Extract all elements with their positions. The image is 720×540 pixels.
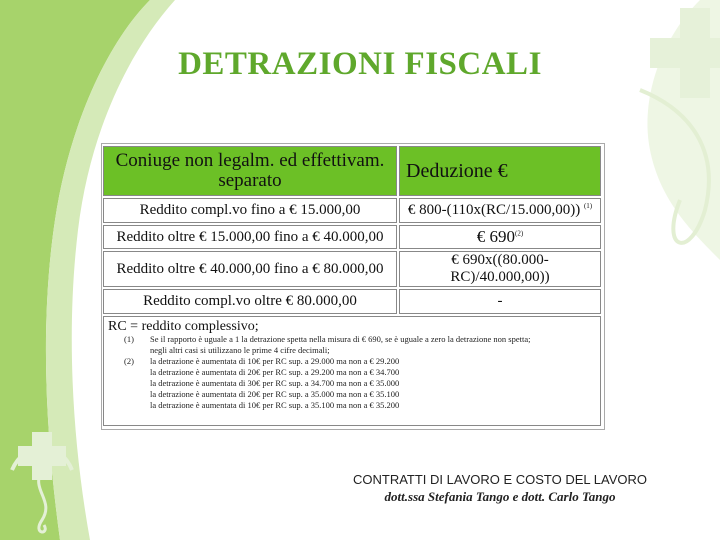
slide-title: DETRAZIONI FISCALI [178, 46, 542, 82]
table-row [103, 251, 601, 287]
notes-cell [103, 316, 601, 426]
header-left-cell: Coniuge non legalm. ed effettivam. separato [103, 146, 397, 196]
note-1-line-a [108, 334, 596, 345]
note-ref: (1) [583, 202, 593, 210]
footer-authors: dott.ssa Stefania Tango e dott. Carlo Tango [384, 489, 616, 504]
note-1-text-a: Se il rapporto è uguale a 1 la detrazione spetta nella misura di € 690, se è uguale a zero la detrazione non spetta; [150, 334, 531, 344]
note-2-text: la detrazione è aumentata di 10€ per RC sup. a 29.000 ma non a € 29.200 [150, 356, 400, 366]
note-1-text-b: negli altri casi si utilizzano le prime 4 cifre decimali; [150, 345, 330, 355]
note-1-number: (1) [124, 334, 134, 344]
header-right-cell: Deduzione € [399, 146, 601, 196]
footer [300, 472, 700, 505]
table-row [103, 225, 601, 249]
income-cell: Reddito oltre € 40.000,00 fino a € 80.000,00 [103, 251, 397, 287]
note-2-text: la detrazione è aumentata di 10€ per RC sup. a 35.100 ma non a € 35.200 [150, 400, 400, 410]
note-2-text: la detrazione è aumentata di 20€ per RC sup. a 29.200 ma non a € 34.700 [150, 367, 400, 377]
table-row [103, 289, 601, 314]
note-2-text: la detrazione è aumentata di 20€ per RC sup. a 35.000 ma non a € 35.100 [150, 389, 400, 399]
deduction-cell [399, 225, 601, 249]
deduction-value: € 800-(110x(RC/15.000,00)) [407, 202, 581, 218]
table-header-row [103, 146, 601, 196]
income-cell: Reddito compl.vo fino a € 15.000,00 [103, 198, 397, 223]
table-row [103, 198, 601, 223]
deduction-value: € 690 [476, 227, 516, 246]
note-2-number: (2) [124, 356, 134, 366]
note-2-text: la detrazione è aumentata di 30€ per RC sup. a 34.700 ma non a € 35.000 [150, 378, 400, 388]
table-notes-row [103, 316, 601, 426]
income-cell: Reddito oltre € 15.000,00 fino a € 40.000,00 [103, 225, 397, 249]
deduction-table [101, 144, 603, 428]
income-cell: Reddito compl.vo oltre € 80.000,00 [103, 289, 397, 314]
note-ref: (2) [515, 229, 524, 238]
note-2-line-0 [108, 356, 596, 367]
footer-course-title: CONTRATTI DI LAVORO E COSTO DEL LAVORO [353, 472, 647, 487]
rc-definition: RC = reddito complessivo; [108, 319, 259, 334]
deduction-cell: € 690x((80.000-RC)/40.000,00)) [399, 251, 601, 287]
deduction-cell [399, 198, 601, 223]
deduction-cell: - [399, 289, 601, 314]
